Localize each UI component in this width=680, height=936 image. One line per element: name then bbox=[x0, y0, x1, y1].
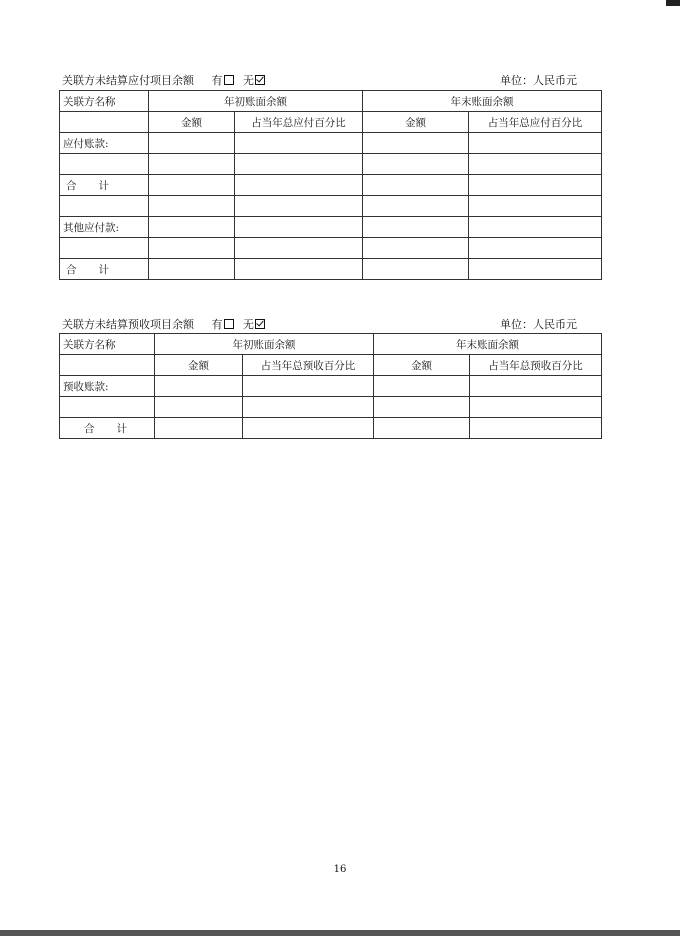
header-amount-begin: 金额 bbox=[155, 355, 243, 376]
section2-none-label: 无 bbox=[243, 318, 254, 331]
cell-empty[interactable] bbox=[469, 238, 602, 259]
table-header-row bbox=[60, 334, 602, 355]
header-party: 关联方名称 bbox=[60, 91, 149, 112]
cell-empty[interactable] bbox=[470, 376, 602, 397]
cell-empty[interactable] bbox=[469, 154, 602, 175]
cell-empty[interactable] bbox=[363, 175, 469, 196]
table-row-total bbox=[60, 175, 602, 196]
row-label bbox=[60, 196, 149, 217]
header-percent-end: 占当年总应付百分比 bbox=[469, 112, 602, 133]
cell-empty[interactable] bbox=[363, 196, 469, 217]
cell-empty[interactable] bbox=[469, 196, 602, 217]
section2-caption bbox=[62, 318, 265, 332]
header-percent-end: 占当年总预收百分比 bbox=[470, 355, 602, 376]
cell-empty[interactable] bbox=[469, 133, 602, 154]
cell-empty[interactable] bbox=[374, 397, 470, 418]
row-label bbox=[60, 238, 149, 259]
table-subheader-row bbox=[60, 355, 602, 376]
table-row bbox=[60, 217, 602, 238]
cell-empty[interactable] bbox=[149, 175, 235, 196]
payables-table bbox=[59, 90, 602, 280]
table-row bbox=[60, 397, 602, 418]
row-label bbox=[60, 154, 149, 175]
cell-empty[interactable] bbox=[243, 376, 374, 397]
section1-none-label: 无 bbox=[243, 74, 254, 87]
cell-empty[interactable] bbox=[235, 217, 363, 238]
cell-empty[interactable] bbox=[363, 217, 469, 238]
cell-empty[interactable] bbox=[243, 397, 374, 418]
section2-has-label: 有 bbox=[211, 318, 223, 331]
cell-empty[interactable] bbox=[363, 154, 469, 175]
section1-title: 关联方未结算应付项目余额 bbox=[62, 74, 194, 87]
header-blank-cell bbox=[60, 355, 155, 376]
cell-empty[interactable] bbox=[374, 418, 470, 439]
cell-empty[interactable] bbox=[470, 418, 602, 439]
cell-empty[interactable] bbox=[235, 133, 363, 154]
section1-has-checkbox[interactable] bbox=[224, 75, 234, 85]
section2-none-checkbox[interactable] bbox=[255, 319, 265, 329]
cell-empty[interactable] bbox=[235, 238, 363, 259]
cell-empty[interactable] bbox=[374, 376, 470, 397]
cell-empty[interactable] bbox=[155, 376, 243, 397]
row-label: 其他应付款: bbox=[60, 217, 149, 238]
cell-empty[interactable] bbox=[363, 259, 469, 280]
row-label: 应付账款: bbox=[60, 133, 149, 154]
row-label bbox=[60, 397, 155, 418]
section1-none-checkbox[interactable] bbox=[255, 75, 265, 85]
cell-empty[interactable] bbox=[470, 397, 602, 418]
cell-empty[interactable] bbox=[235, 259, 363, 280]
header-begin-balance: 年初账面余额 bbox=[155, 334, 374, 355]
cell-empty[interactable] bbox=[155, 397, 243, 418]
page-number: 16 bbox=[333, 864, 347, 875]
header-amount-end: 金额 bbox=[374, 355, 470, 376]
header-begin-balance: 年初账面余额 bbox=[149, 91, 363, 112]
scan-bottom-edge bbox=[0, 930, 680, 936]
cell-empty[interactable] bbox=[149, 238, 235, 259]
cell-empty[interactable] bbox=[149, 154, 235, 175]
section2-unit: 单位：人民币元 bbox=[500, 318, 577, 331]
cell-empty[interactable] bbox=[363, 133, 469, 154]
table-header-row bbox=[60, 91, 602, 112]
cell-empty[interactable] bbox=[469, 217, 602, 238]
cell-empty[interactable] bbox=[469, 259, 602, 280]
header-end-balance: 年末账面余额 bbox=[374, 334, 602, 355]
row-label: 预收账款: bbox=[60, 376, 155, 397]
section2-has-checkbox[interactable] bbox=[224, 319, 234, 329]
table-row bbox=[60, 154, 602, 175]
table-row-total bbox=[60, 418, 602, 439]
cell-empty[interactable] bbox=[149, 133, 235, 154]
header-blank-cell bbox=[60, 112, 149, 133]
section1-caption bbox=[62, 74, 265, 88]
header-end-balance: 年末账面余额 bbox=[363, 91, 602, 112]
cell-empty[interactable] bbox=[235, 154, 363, 175]
cell-empty[interactable] bbox=[149, 217, 235, 238]
advance-receipts-table bbox=[59, 333, 602, 439]
table-row bbox=[60, 133, 602, 154]
table-row bbox=[60, 376, 602, 397]
cell-empty[interactable] bbox=[149, 196, 235, 217]
table-row-total bbox=[60, 259, 602, 280]
cell-empty[interactable] bbox=[235, 196, 363, 217]
header-percent-begin: 占当年总预收百分比 bbox=[243, 355, 374, 376]
row-label-total: 合计 bbox=[60, 418, 155, 439]
cell-empty[interactable] bbox=[469, 175, 602, 196]
header-party: 关联方名称 bbox=[60, 334, 155, 355]
table-subheader-row bbox=[60, 112, 602, 133]
cell-empty[interactable] bbox=[155, 418, 243, 439]
row-label-total: 合计 bbox=[60, 175, 149, 196]
cell-empty[interactable] bbox=[243, 418, 374, 439]
table-row bbox=[60, 196, 602, 217]
section1-unit: 单位：人民币元 bbox=[500, 74, 577, 87]
cell-empty[interactable] bbox=[363, 238, 469, 259]
cell-empty[interactable] bbox=[235, 175, 363, 196]
cell-empty[interactable] bbox=[149, 259, 235, 280]
header-amount-end: 金额 bbox=[363, 112, 469, 133]
header-amount-begin: 金额 bbox=[149, 112, 235, 133]
section1-has-label: 有 bbox=[211, 74, 223, 87]
section2-title: 关联方未结算预收项目余额 bbox=[62, 318, 194, 331]
table-row bbox=[60, 238, 602, 259]
scan-edge-mark bbox=[666, 0, 680, 6]
header-percent-begin: 占当年总应付百分比 bbox=[235, 112, 363, 133]
row-label-total: 合计 bbox=[60, 259, 149, 280]
